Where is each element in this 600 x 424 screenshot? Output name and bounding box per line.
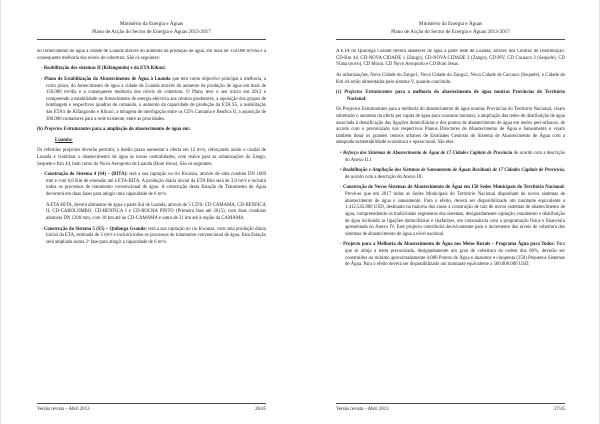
para-text: de acordo com a descrição do Anexo III. xyxy=(345,174,423,180)
para-lead: Construção do Sistema 4 (S4) – (BITA): xyxy=(44,172,128,178)
footer-row xyxy=(336,407,565,412)
para-text: para a ampliação do abastecimento de água em: xyxy=(90,127,191,133)
footer-version: Versão revista – Abril 2013 xyxy=(336,407,389,412)
paragraph xyxy=(37,148,266,168)
para-text: terá a sua captação no rio Kwanza, através de uma conduta DN 1600 mm e com 6,0 Km de extensão até à ETA-BITA. A produção diária inicial da ETA Bita será de 3,0 m³/s e incluirá todos os processos de tratamento convencional de água. A construção desta Estação de Tratamento de Água decorrerá em duas fases para atingir uma capacidade de 6 m³/s. xyxy=(46,172,266,198)
para-lead: Reabilitação dos sistemas II (Kifangondo) e da ETA Kikuxi. xyxy=(43,66,166,72)
page-header xyxy=(37,20,266,36)
footer-page-number: 27/45 xyxy=(554,407,565,412)
dash-marker: - xyxy=(41,226,43,232)
page-footer xyxy=(336,403,565,412)
para-lead: Luanda: xyxy=(55,137,73,143)
para-lead: Projecto para a Melhoria do Abastecimento de Água nos Meios Rurais – Programa Água para Todos: xyxy=(343,242,555,248)
paragraph xyxy=(37,203,266,223)
para-text: Os referidos projectos deverão permitir, a médio prazo aumentar a oferta em 12 m³/s, reforçando assim o caudal de Luanda e viabilizar o abastecimento de água às novas centralidades, com realce para as urbanizações do Zango, Sequele e Km 44, bem como do Novo Aeroporto de Luanda (Bom Jesus). São os seguintes: xyxy=(37,148,266,167)
ministry-title: Ministério da Energia e Águas xyxy=(119,21,184,27)
list-item xyxy=(336,242,565,268)
paragraph xyxy=(336,73,565,86)
page-body xyxy=(336,49,565,273)
paragraph xyxy=(336,107,565,147)
footer-rule xyxy=(37,403,266,404)
para-lead: Construção de Novos Sistemas de Abastecimento de Água em 150 Sedes Municipais do Território Nacional: xyxy=(343,185,565,191)
paragraph xyxy=(336,49,565,69)
section-heading xyxy=(37,127,266,134)
list-item xyxy=(336,168,565,181)
para-text: A ETA do Quilonga Grande deverá abastecer de água a parte leste de Luanda, através dos Centros de Distribuição: CD-Km 44, CD-NOVA CIDADE 1 (Zango), CD-NOVA CIDADE 2 (Zango), CD-PIV, CD Cacuaco 2 (Sequele), CD Viana (novo), CD Morar, CD Novo Aeroporto e CD Bom Jesus. xyxy=(336,49,565,68)
header-rule xyxy=(37,39,266,40)
list-item xyxy=(37,66,266,73)
document-title: Plano de Acção do Sector de Energia e Águas 2013-2017 xyxy=(391,29,510,36)
section-letter: (c) xyxy=(336,90,342,96)
section-heading xyxy=(336,90,565,103)
para-lead: Construção do Sistema 5 (S5) – Quilonga Grande: xyxy=(43,226,148,232)
para-lead: Projectos Estruturantes xyxy=(44,127,91,133)
subheading-luanda xyxy=(55,138,266,145)
header-rule xyxy=(336,39,565,40)
bullet-marker: • xyxy=(340,168,342,174)
dash-marker: - xyxy=(41,172,43,178)
footer-row xyxy=(37,407,266,412)
list-item xyxy=(336,185,565,238)
dash-marker: - xyxy=(41,66,43,72)
document-title: Plano de Acção do Sector de Energia e Águas 2013-2017 xyxy=(92,29,211,36)
dash-marker: - xyxy=(340,185,342,191)
paragraph xyxy=(37,49,266,62)
para-lead: Projectos Estruturantes xyxy=(344,90,393,96)
list-item xyxy=(37,172,266,198)
footer-version: Versão revista – Abril 2013 xyxy=(37,407,90,412)
para-text: para a melhoria do abastecimento de água noutras Províncias do Território Nacional: xyxy=(347,90,565,102)
section-letter: (b) xyxy=(37,127,43,133)
para-text: terá a sua captação no rio Kwanza, com uma produção diária inicial da ETA, estimada de 3 m³/s e incluirá todos os processos de tratamento convencional de água. Esta Estação será ampliada numa 2ª fase para atingir a capacidade de 6 m³/s. xyxy=(46,226,266,245)
page-right xyxy=(300,0,600,424)
para-text: de acordo com a descrição do Anexo II.1 xyxy=(345,151,565,163)
para-text: Para que se atinja a meta preconizada, designadamente um grau de cobertura da ordem dos 80%, deverão ser construídos no mínimo aproximadamente 4.000 Pontos de Água e duzentos e cinquenta (250) Pequenos Sistemas de Água. Para o efeito deverá ser disponibilizado um montante equivalente a 560.000.000 USD. xyxy=(345,242,565,268)
footer-rule xyxy=(336,403,565,404)
page-body xyxy=(37,49,266,250)
para-text: Prevê-se que em 2017 todas as Sedes Municipais do Território Nacional disponham de novos sistemas de abastecimento de água e saneamento. Para o efeito, deverá ser disponibilizado um montante equivalente a 1.412.545.000 USD, destinado na maioria dos casos à construção de raiz de novos sistemas de abastecimento de água, compreendendo os tradicionais segmentos dos sistemas, designadamente captação, tratamento e distribuição de água incluindo as ligações domiciliárias e chafarizes, em consonância com a programação física e financeira apresentada no Anexo IV. Este projecto contribuirá decisivamente para o incremento dos níveis de cobertura dos sistemas de abastecimento de água a nível nacional. xyxy=(345,192,565,237)
page-footer xyxy=(37,403,266,412)
para-lead: Reabilitação e Ampliação dos Sistemas de Saneamento de Águas Residuais de 17 Cidades Capitais de Província, xyxy=(342,168,565,174)
para-text: do fornecimento de água à cidade de Luanda através do aumento da produção de água, em mais de 150.000 m³/dia e a consequente melhoria dos níveis de cobertura. São os seguintes: xyxy=(37,49,266,61)
para-text: que tem como objectivo principal a melhoria, a curto prazo, do fornecimento de água à cidade de Luanda através do aumento da produção de água em mais de 150.000 m³/dia e a consequente melhoria dos níveis de cobertura. O Plano teve o seu início em 2012 e compreende a estabilidade no fornecimento de energia eléctrica aos centros produtores, a aquisição dos grupos de bombagem e respectivos quadros de comando, o aumento da capacidade de produção da ETA S5, a reabilitação das ETA's de Kifangondo e Kikuxi, a tubagem de interligação entre os CD's Camama e Benfica II, a aquisição de 300.000 contadores para a rede existente, entre as prioridades. xyxy=(46,76,266,122)
ministry-title: Ministério da Energia e Águas xyxy=(418,21,483,27)
dash-marker: - xyxy=(340,242,342,248)
page-header xyxy=(336,20,565,36)
list-item xyxy=(37,77,266,123)
para-text: Os Projectos Estruturantes para a melhoria do abastecimento de água noutras Províncias do Território Nacional, visam sobretudo o aumento da oferta per capita de água para consumo humano; a ampliação das redes de distribuição de água associada à densificação das ligações domiciliárias e dos pontos de abastecimento de água em meios peri-urbanos, de acordo com o preconizado nos respectivos Planos Directores de Abastecimento de Água e Saneamento e visam também dotar os grandes centros urbanos de Entidades Gestoras do Sistema de Abastecimento de Água com a adequada sustentabilidade económica e operacional. São eles: xyxy=(336,107,565,146)
para-lead: Reforço dos Sistemas de Abastecimento de Água de 17 Cidades Capitais de Província xyxy=(343,151,513,157)
dash-marker: - xyxy=(41,76,43,82)
para-lead: Plano de Estabilização do Abastecimento de Água à Luanda xyxy=(44,76,171,82)
para-text: As urbanizações, Nova Cidade do Zango1, Nova Cidade do Zango2, Nova Cidade de Cacuaco (Sequele), e Cidade do Km 44 serão alimentadas pelo sistema V, quando concluído. xyxy=(336,72,565,85)
footer-page-number: 26/45 xyxy=(255,407,266,412)
list-item xyxy=(37,227,266,247)
para-text: A ETA-BITA, deverá alimentar de água a parte Sul de Luanda, através de 5 CD'S: CD CAMAMA, CD-BENFICA II, CD-CABOLOMBO, CD-BENFICA I e CD-ROCHA PINTO (Primeira fase até 2015), com duas condutas adutoras DN 1200 mm, com 18 km até ao CD-CAMAMA e outra de 21 km até à região da CAMAMA. xyxy=(46,202,266,221)
bullet-marker: • xyxy=(340,151,342,157)
list-item xyxy=(336,151,565,164)
